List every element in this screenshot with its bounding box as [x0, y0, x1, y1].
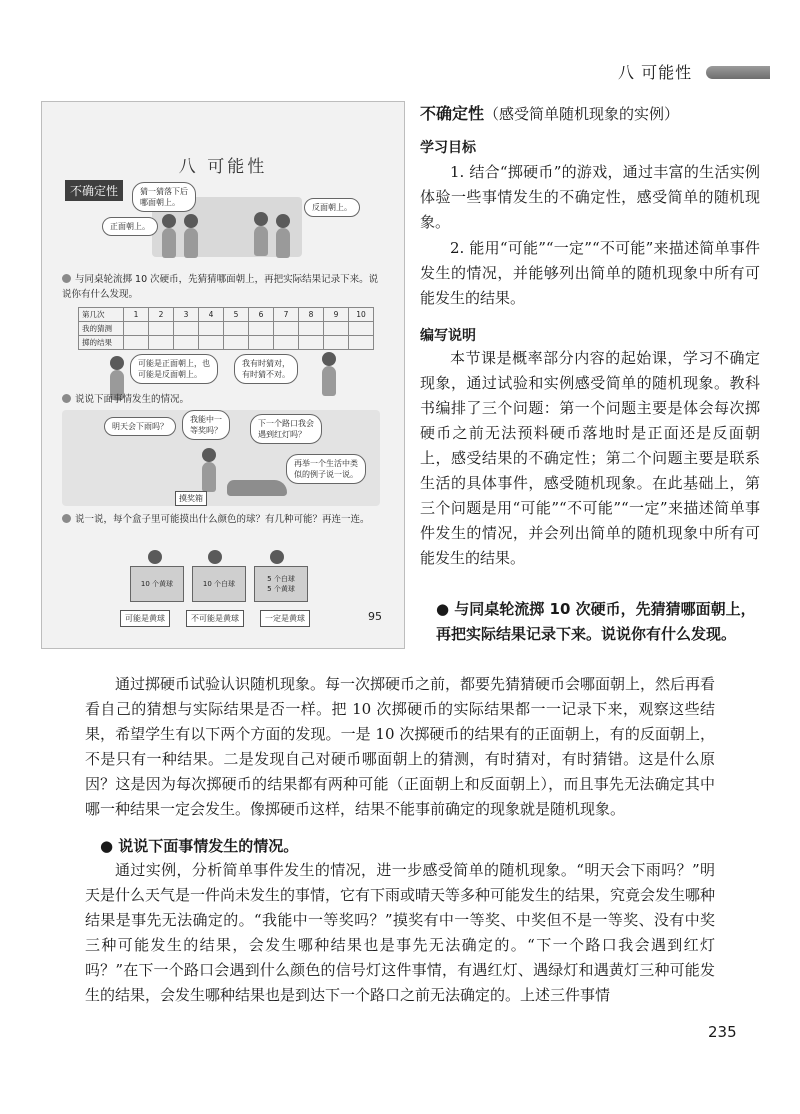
speech-bubble: 明天会下雨吗？ — [104, 417, 176, 436]
bullet-coin-toss: ● 与同桌轮流掷 10 次硬币，先猜猜哪面朝上，再把实际结果记录下来。说说你有什么发现。 — [436, 600, 756, 643]
kid-figure — [322, 366, 336, 396]
table-cell: 1 — [124, 308, 149, 322]
table-cell: 10 — [349, 308, 374, 322]
ball-box: 10 个白球 — [192, 566, 246, 602]
speech-bubble: 可能是正面朝上，也 可能是反面朝上。 — [130, 354, 218, 384]
kid-figure — [276, 214, 290, 228]
speech-bubble: 正面朝上。 — [102, 217, 158, 236]
goal-2: 2. 能用“可能”“一定”“不可能”来描述简单事件发生的情况，并能够列出简单的随机现象中所有可能发生的结果。 — [420, 239, 760, 307]
table-cell: 9 — [324, 308, 349, 322]
question-bullet-icon — [62, 514, 71, 523]
table-cell: 3 — [174, 308, 199, 322]
question-1: 与同桌轮流掷 10 次硬币，先猜猜哪面朝上，再把实际结果记录下来。说说你有什么发现。 — [62, 274, 379, 300]
question-bullet-icon — [62, 274, 71, 283]
kid-figure — [184, 228, 198, 258]
speech-bubble: 我能中一 等奖吗？ — [182, 410, 230, 440]
goals-heading: 学习目标 — [420, 140, 476, 156]
kid-figure — [162, 214, 176, 228]
answer-label: 可能是黄球 — [120, 610, 170, 627]
table-cell: 2 — [149, 308, 174, 322]
kid-figure — [254, 226, 268, 256]
kid-figure — [270, 550, 284, 564]
textbook-page-number: 95 — [368, 610, 382, 623]
question-2: 说说下面事情发生的情况。 — [62, 392, 189, 407]
bullet-situations: ● 说说下面事情发生的情况。 — [100, 837, 299, 855]
notes-heading: 编写说明 — [420, 328, 476, 344]
chapter-tab-marker — [706, 66, 770, 79]
table-row — [79, 322, 374, 336]
kid-figure — [202, 462, 216, 492]
question-bullet-icon — [62, 394, 71, 403]
table-cell: 5 — [224, 308, 249, 322]
table-cell: 第几次 — [79, 308, 124, 322]
speech-bubble: 下一个路口我会 遇到红灯吗？ — [250, 414, 322, 444]
answer-label: 不可能是黄球 — [186, 610, 244, 627]
answer-label: 一定是黄球 — [260, 610, 310, 627]
goal-1: 1. 结合“掷硬币”的游戏，通过丰富的生活实例体验一些事情发生的不确定性，感受简单的随机现象。 — [420, 163, 760, 231]
section-subtitle: （感受简单随机现象的实例） — [484, 105, 680, 123]
table-cell: 7 — [274, 308, 299, 322]
chapter-header: 八 可能性 — [618, 63, 693, 82]
section-title — [420, 101, 760, 124]
textbook-title: 八 可能性 — [178, 157, 268, 177]
car-image — [227, 480, 287, 496]
page-number: 235 — [708, 1023, 737, 1041]
speech-bubble: 我有时猜对， 有时猜不对。 — [234, 354, 298, 384]
table-cell: 6 — [249, 308, 274, 322]
textbook-page-figure — [41, 101, 405, 649]
speech-bubble: 反面朝上。 — [304, 198, 360, 217]
kid-figure — [148, 550, 162, 564]
textbook-tag: 不确定性 — [65, 180, 123, 201]
kid-figure — [322, 352, 336, 366]
kid-figure — [184, 214, 198, 228]
body-paragraph-2: 通过实例，分析简单事件发生的情况，进一步感受简单的随机现象。“明天会下雨吗？”明天是什么天气是一件尚未发生的事情，它有下雨或晴天等多种可能发生的结果，究竟会发生哪种结果是事先无法确定的。“我能中一等奖吗？”摸奖有中一等奖、中奖但不是一等奖、没有中奖三种可能发生的结果，会发生哪种结果也是事先无法确定的。“下一个路口我会遇到红灯吗？”在下一个路口会遇到什么颜色的信号灯这件事情，有遇红灯、遇绿灯和遇黄灯三种可能发生的结果，会发生哪种结果也是到达下一个路口之前无法确定的。上述三件事情 — [85, 861, 716, 1004]
section-title-text: 不确定性 — [420, 104, 485, 123]
ball-box: 5 个白球 5 个黄球 — [254, 566, 308, 602]
kid-figure — [208, 550, 222, 564]
kid-figure — [254, 212, 268, 226]
coin-record-table — [78, 307, 374, 350]
table-row — [79, 308, 374, 322]
table-cell: 8 — [299, 308, 324, 322]
speech-bubble: 再举一个生活中类 似的例子说一说。 — [286, 454, 366, 484]
kid-figure — [162, 228, 176, 258]
table-row — [79, 336, 374, 350]
table-cell: 我的猜测 — [79, 322, 124, 336]
table-cell: 4 — [199, 308, 224, 322]
kid-figure — [110, 356, 124, 370]
notes-paragraph: 本节课是概率部分内容的起始课，学习不确定现象，通过试验和实例感受简单的随机现象。教科书编排了三个问题：第一个问题主要是体会每次掷硬币之前无法预料硬币落地时是正面还是反面朝上，感受结果的不确定性；第二个问题主要是联系生活的具体事件，感受随机现象。在此基础上，第三个问题是用“可能”“不可能”“一定”来描述简单事件发生的情况，并会列出简单的随机现象中所有可能发生的结果。 — [420, 349, 760, 567]
question-3: 说一说，每个盒子里可能摸出什么颜色的球？有几种可能？再连一连。 — [62, 512, 392, 527]
body-paragraph-1: 通过掷硬币试验认识随机现象。每一次掷硬币之前，都要先猜猜硬币会哪面朝上，然后再看看自己的猜想与实际结果是否一样。把 10 次掷硬币的实际结果都一一记录下来，观察这些结果，希望学生有以下两个方面的发现。一是 10 次掷硬币的结果有的正面朝上，有的反面朝上，不是只有一种结果。二是发现自己对硬币哪面朝上的猜测，有时猜对，有时猜错。这是什么原因？这是因为每次掷硬币的结果都有两种可能（正面朝上和反面朝上），而且事先无法确定其中哪一种结果一定会发生。像掷硬币这样，结果不能事前确定的现象就是随机现象。 — [85, 675, 716, 818]
ball-box: 10 个黄球 — [130, 566, 184, 602]
lottery-box-label: 摸奖箱 — [175, 491, 207, 506]
kid-figure — [202, 448, 216, 462]
kid-figure — [276, 228, 290, 258]
speech-bubble: 猜一猜落下后 哪面朝上。 — [132, 182, 196, 212]
table-cell: 掷的结果 — [79, 336, 124, 350]
